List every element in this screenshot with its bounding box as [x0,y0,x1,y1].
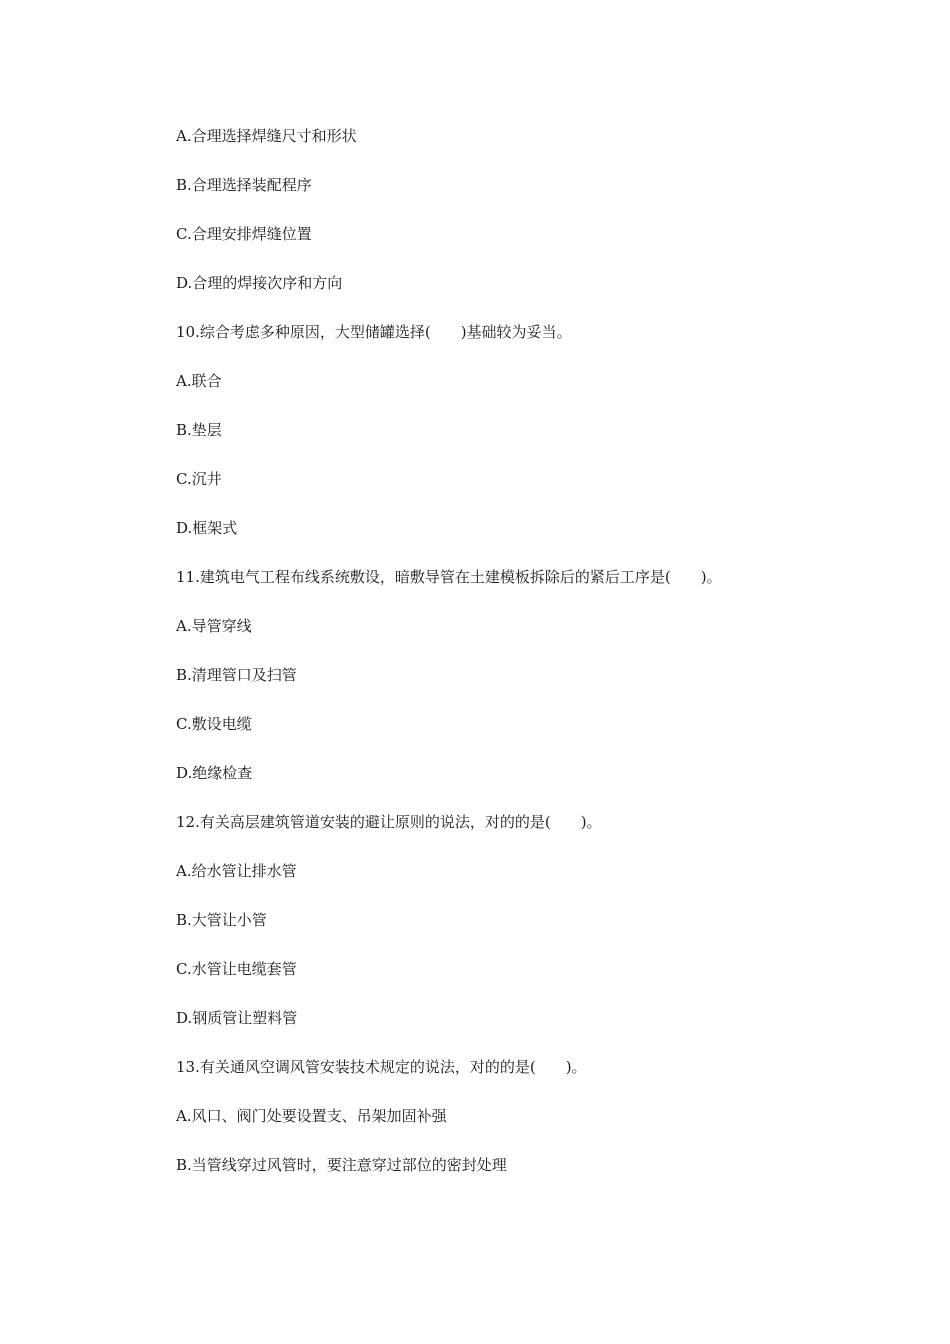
q13-stem: 13.有关通风空调风管安装技术规定的说法，对的的是( )。 [176,1058,587,1076]
q11-option-a: A.导管穿线 [176,617,252,635]
q10-stem: 10.综合考虑多种原因，大型储罐选择( )基础较为妥当。 [176,323,572,341]
q13-option-a: A.风口、阀门处要设置支、吊架加固补强 [176,1107,447,1125]
q10-option-a: A.联合 [176,372,222,390]
q10-option-d: D.框架式 [176,519,238,537]
q12-option-b: B.大管让小管 [176,911,267,929]
q12-stem: 12.有关高层建筑管道安装的避让原则的说法，对的的是( )。 [176,813,602,831]
q12-option-c: C.水管让电缆套管 [176,960,297,978]
q12-option-d: D.钢质管让塑料管 [176,1009,298,1027]
q9-option-a: A.合理选择焊缝尺寸和形状 [176,127,357,145]
q11-option-d: D.绝缘检查 [176,764,253,782]
document-content [176,122,876,1200]
q9-option-c: C.合理安排焊缝位置 [176,225,312,243]
q11-option-b: B.清理管口及扫管 [176,666,297,684]
q10-option-b: B.垫层 [176,421,222,439]
q11-option-c: C.敷设电缆 [176,715,252,733]
q10-option-c: C.沉井 [176,470,222,488]
q9-option-d: D.合理的焊接次序和方向 [176,274,343,292]
q9-option-b: B.合理选择装配程序 [176,176,312,194]
q11-stem: 11.建筑电气工程布线系统敷设，暗敷导管在土建模板拆除后的紧后工序是( )。 [176,568,722,586]
q12-option-a: A.给水管让排水管 [176,862,297,880]
q13-option-b: B.当管线穿过风管时，要注意穿过部位的密封处理 [176,1156,507,1174]
